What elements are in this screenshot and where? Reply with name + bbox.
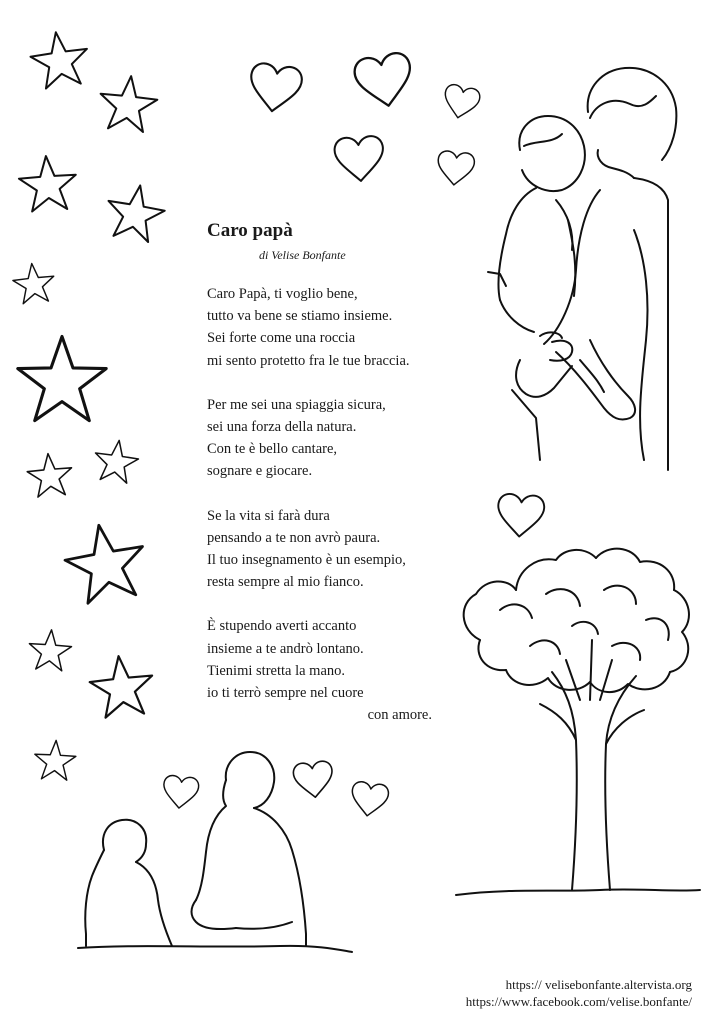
star-icon [87, 653, 156, 719]
poem-line: Tienimi stretta la mano. [207, 662, 346, 679]
poem-line: io ti terrò sempre nel cuore [207, 685, 364, 702]
website-link[interactable]: https:// velisebonfante.altervista.org [505, 977, 692, 992]
star-icon [18, 337, 106, 421]
heart-icon [334, 135, 385, 182]
poem-line: insieme a te andrò lontano. [207, 640, 364, 657]
poem-stanza [207, 394, 467, 483]
star-icon [11, 261, 56, 304]
poem-line: È stupendo averti accanto [207, 618, 357, 635]
poem-line: resta sempre al mio fianco. [207, 574, 364, 591]
heart-icon [436, 150, 476, 187]
poem-stanza [207, 505, 467, 594]
father-hugging-child-icon [488, 68, 676, 470]
star-icon [103, 181, 169, 244]
poem-title: Caro papà [207, 220, 293, 241]
heart-icon [349, 781, 390, 819]
poem-line: pensando a te non avrò paura. [207, 529, 381, 546]
heart-icon [496, 493, 545, 538]
poem-line: Se la vita si farà dura [207, 507, 330, 524]
star-icon [92, 437, 141, 484]
facebook-link[interactable]: https://www.facebook.com/velise.bonfante/ [465, 994, 692, 1009]
poem-closing-line: con amore. [367, 707, 432, 724]
star-icon [34, 739, 77, 780]
poem-line: Il tuo insegnamento è un esempio, [207, 552, 406, 569]
star-icon [28, 628, 73, 671]
poem-line: sognare e giocare. [207, 463, 313, 480]
poem-line: mi sento protetto fra le tue braccia. [207, 352, 410, 369]
poem-line: tutto va bene se stiamo insieme. [207, 308, 393, 325]
heart-icon [162, 775, 200, 810]
star-icon [26, 452, 74, 498]
poem-line: Con te è bello cantare, [207, 441, 338, 458]
footer-links [466, 976, 692, 1010]
star-icon [60, 518, 150, 605]
poem-line: Per me sei una spiaggia sicura, [207, 396, 386, 413]
heart-icon [352, 51, 416, 111]
poem-line: Sei forte come una roccia [207, 330, 356, 347]
poem-author: di Velise Bonfante [259, 248, 346, 262]
tree-icon [456, 549, 700, 895]
heart-icon [292, 760, 334, 799]
poem-line: Caro Papà, ti voglio bene, [207, 286, 358, 302]
heart-icon [247, 62, 304, 115]
poem-stanza [207, 615, 467, 726]
poem-body [207, 283, 467, 748]
heart-icon [441, 83, 482, 121]
star-icon [97, 73, 159, 133]
star-icon [17, 154, 78, 212]
poem-line: sei una forza della natura. [207, 419, 357, 436]
poem-stanza [207, 283, 467, 372]
star-icon [28, 28, 92, 90]
father-and-child-sitting-icon [78, 752, 352, 952]
